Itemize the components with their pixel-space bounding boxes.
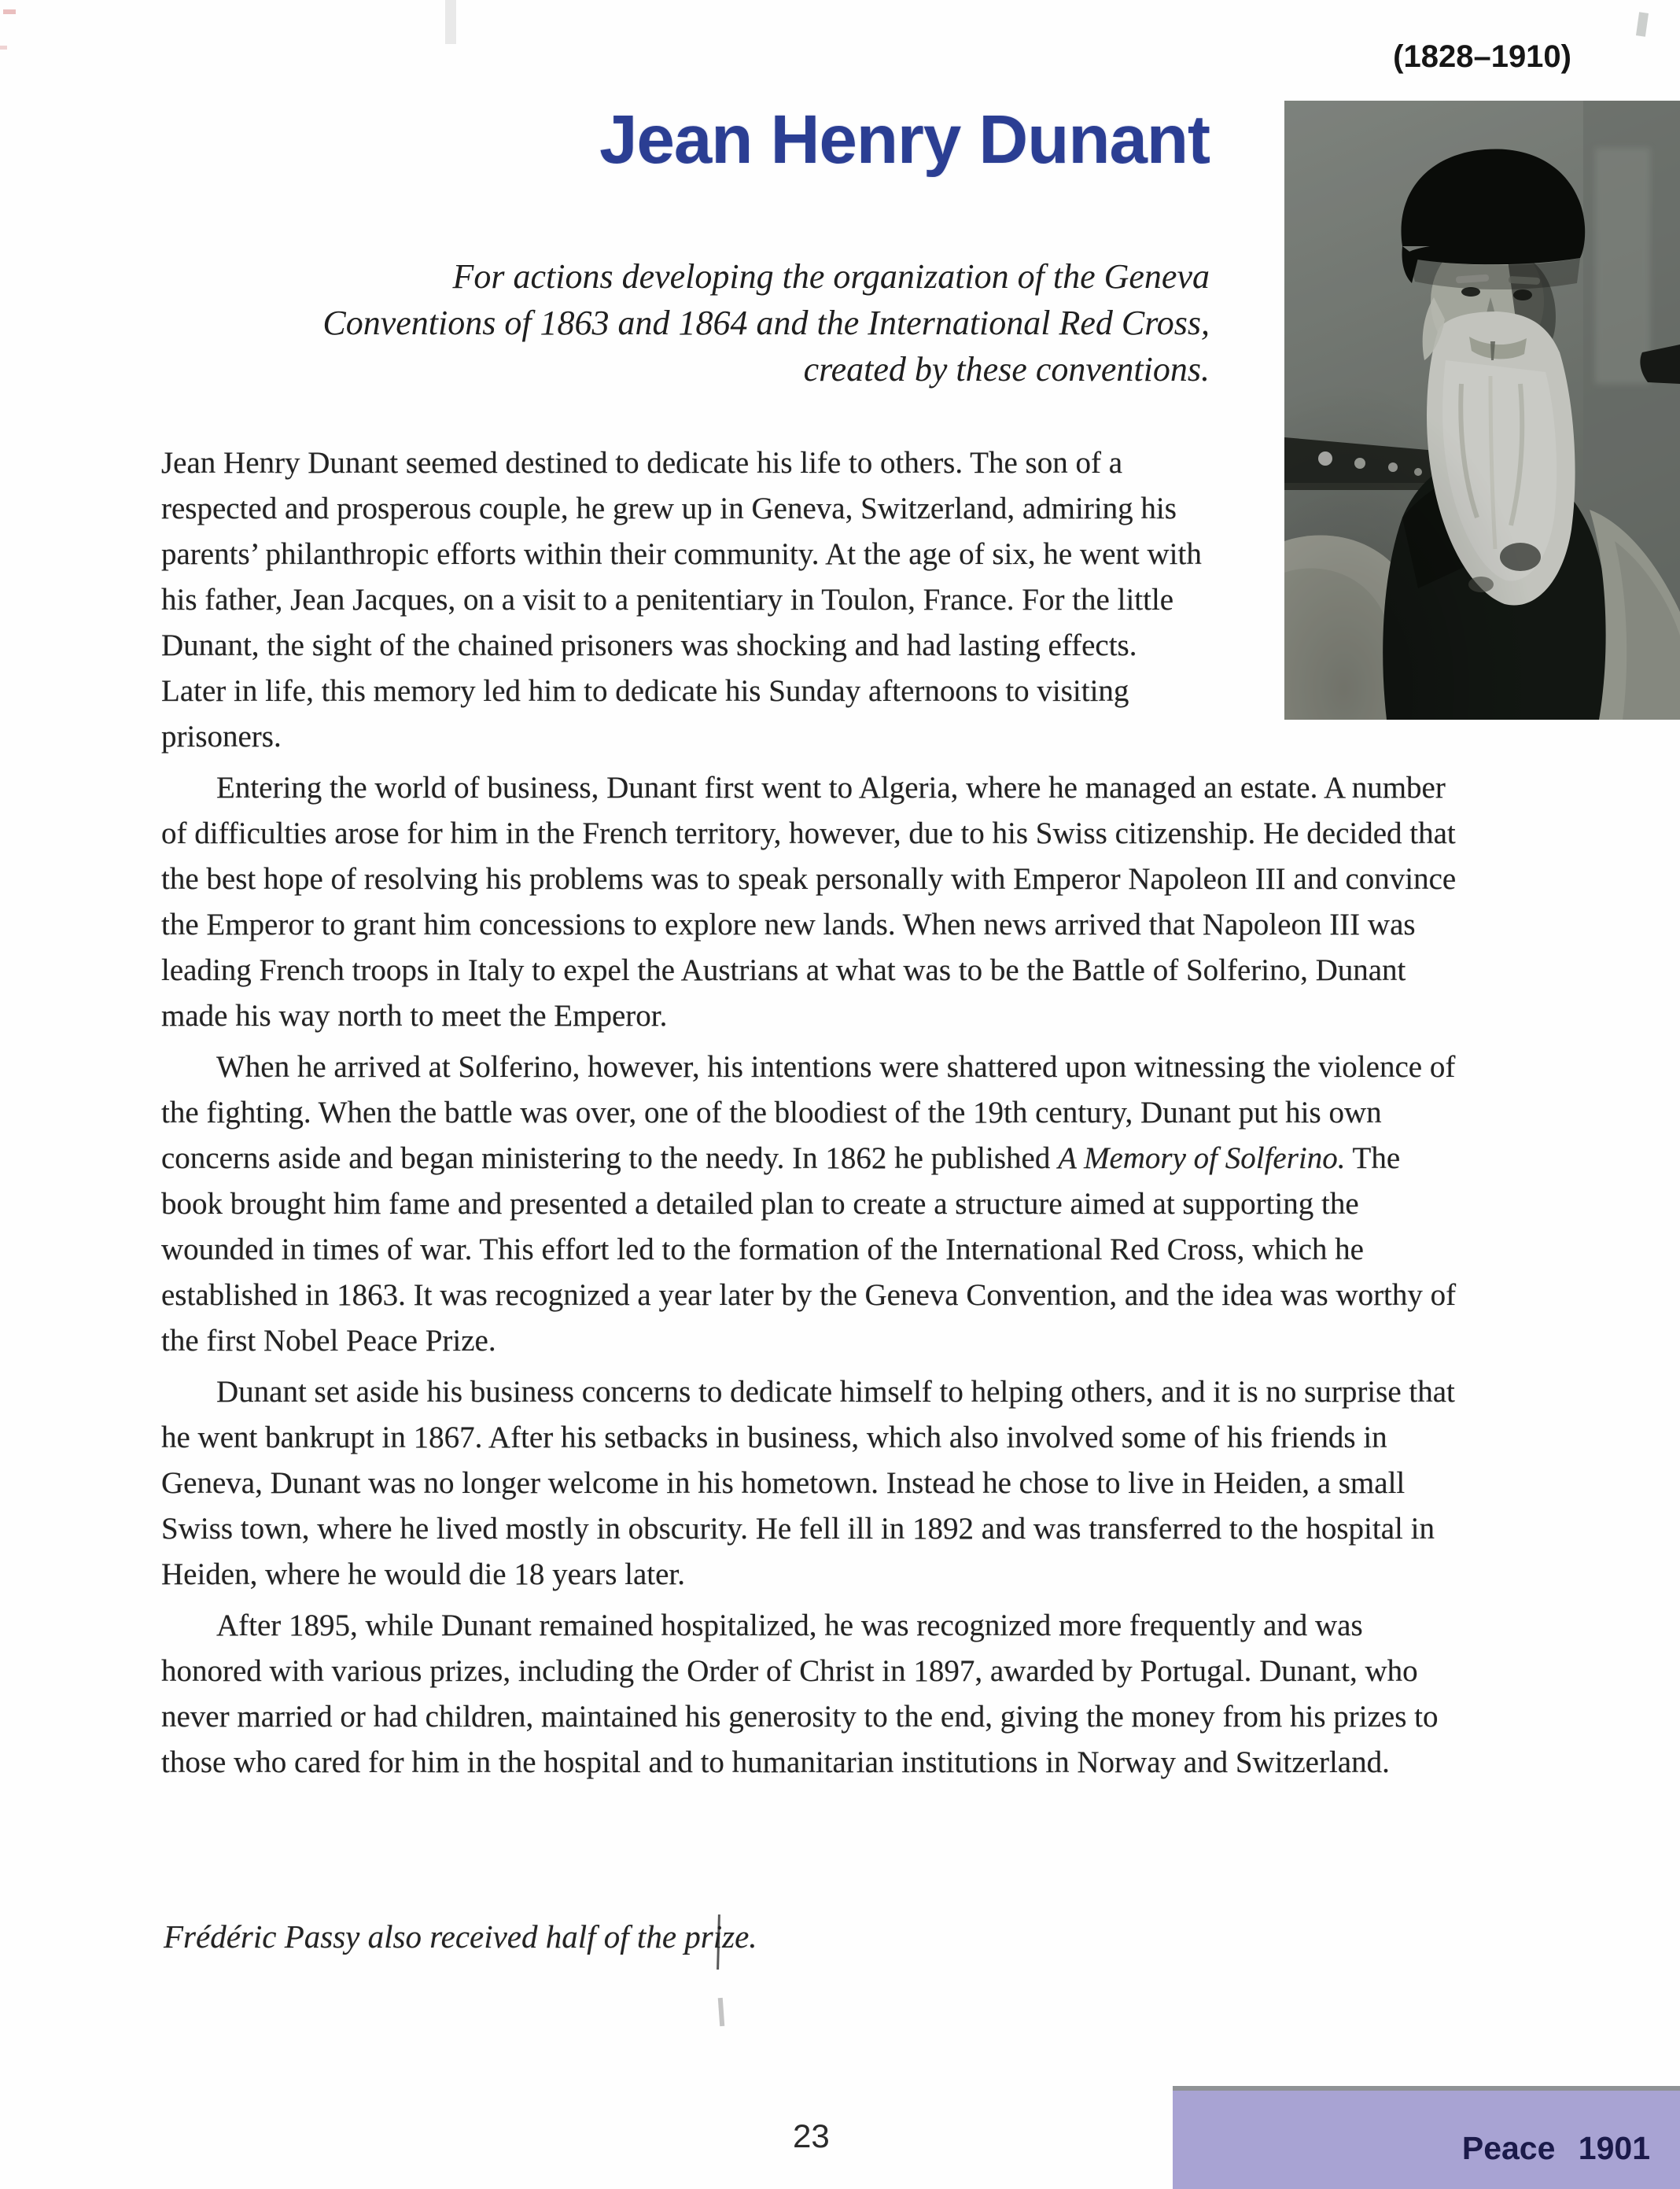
book-title: A Memory of Solferino.: [1058, 1141, 1346, 1175]
citation-line: created by these conventions.: [803, 350, 1210, 389]
article-body: [161, 440, 1468, 1791]
scan-red-mark: [3, 9, 16, 14]
scan-smudge: [445, 0, 456, 44]
paragraph: After 1895, while Dunant remained hospitalized, he was recognized more frequently and was honored with various prizes, including the Order of Christ in 1897, awarded by Portugal. Dunant, who never married or had children, maintained his generosity to the end, giving the money from his prizes to those who cared for him in the hospital and to humanitarian institutions in Norway and Switzerland.: [161, 1609, 1439, 1779]
paragraph: [161, 1045, 1468, 1364]
scan-tick: [1636, 12, 1649, 36]
scan-red-mark: [0, 46, 7, 50]
paragraph: Dunant set aside his business concerns to dedicate himself to helping others, and it is no surprise that he went bankrupt in 1867. After his setbacks in business, which also involved some of his friends in Geneva, Dunant was no longer welcome in his hometown. Instead he chose to live in Heiden, a small Swiss town, where he lived mostly in obscurity. He fell ill in 1892 and was transferred to the hospital in Heiden, where he would die 18 years later.: [161, 1375, 1455, 1591]
page-number: 23: [793, 2117, 830, 2154]
citation-line: Conventions of 1863 and 1864 and the International Red Cross,: [322, 304, 1210, 342]
paragraph-text: When he arrived at Solferino, however, his intentions were shattered upon witnessing the violence of the fighting. When the battle was over, one of the bloodiest of the 19th century, Dunant put his own concerns aside and began ministering to the needy. In 1862 he published: [161, 1050, 1456, 1175]
category-year-label: Peace 1901: [1461, 2130, 1650, 2166]
citation-line: For actions developing the organization of the Geneva: [452, 257, 1210, 296]
category-year-tab: [1173, 2086, 1680, 2189]
page-title: Jean Henry Dunant: [599, 101, 1210, 178]
prize-citation: [109, 253, 1210, 392]
scan-smudge: [718, 1998, 724, 2026]
paragraph: Entering the world of business, Dunant first went to Algeria, where he managed an estate. A number of difficulties arose for him in the French territory, however, due to his Swiss citizenship. He decided that the best hope of resolving his problems was to speak personally with Emperor Napoleon III and convince the Emperor to grant him concessions to explore new lands. When news arrived that Napoleon III was leading French troops in Italy to expel the Austrians at what was to be the Battle of Solferino, Dunant made his way north to meet the Emperor.: [161, 771, 1457, 1033]
life-years: (1828–1910): [1393, 39, 1571, 74]
shared-prize-footnote: Frédéric Passy also received half of the prize.: [164, 1918, 757, 1955]
paragraph: Jean Henry Dunant seemed destined to dedicate his life to others. The son of a respected and prosperous couple, he grew up in Geneva, Switzerland, admiring his parents’ philanthropic efforts within their community. At the age of six, he went with his father, Jean Jacques, on a visit to a penitentiary in Toulon, France. For the little Dunant, the sight of the chained prisoners was shocking and had lasting effects. Later in life, this memory led him to dedicate his Sunday afternoons to visiting prisoners.: [161, 446, 1202, 754]
paragraph-text: The book brought him fame and presented a detailed plan to create a structure aimed at supporting the wounded in times of war. This effort led to the formation of the International Red Cross, which he established in 1863. It was recognized a year later by the Geneva Convention, and the idea was worthy of the first Nobel Peace Prize.: [161, 1141, 1457, 1358]
